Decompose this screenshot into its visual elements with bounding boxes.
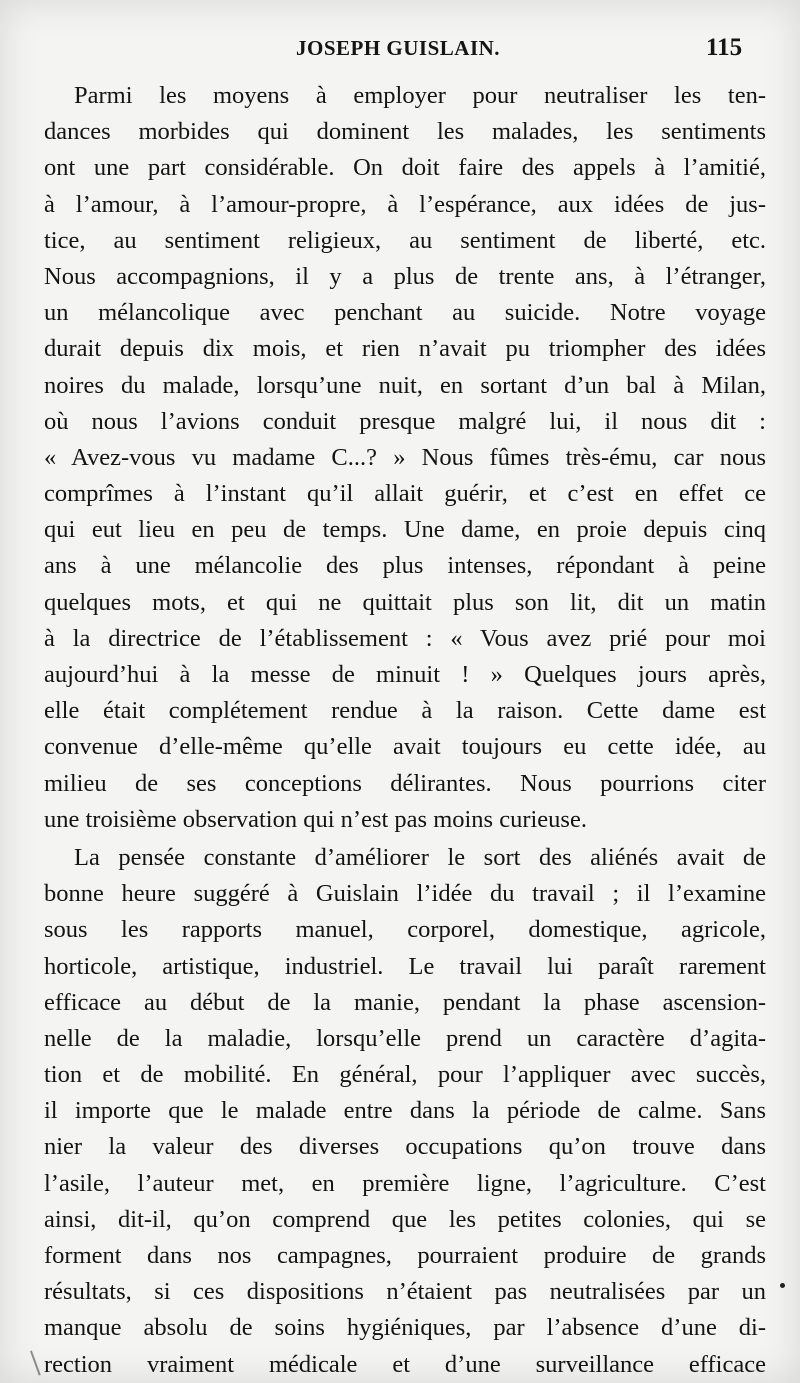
text-line: à l’amour, à l’amour-propre, à l’espérance, aux idées de jus- [44, 190, 766, 218]
text-line: l’asile, l’auteur met, en première ligne, l’agriculture. C’est [44, 1169, 766, 1197]
text-line: résultats, si ces dispositions n’étaient pas neutralisées par un [44, 1278, 766, 1306]
text-line: bonne heure suggéré à Guislain l’idée du travail ; il l’examine [44, 880, 766, 908]
text-line: efficace au début de la manie, pendant la phase ascension- [44, 988, 766, 1016]
text-line: sous les rapports manuel, corporel, domestique, agricole, [44, 916, 766, 944]
text-line: noires du malade, lorsqu’une nuit, en sortant d’un bal à Milan, [44, 371, 766, 399]
text-line: rection vraiment médicale et d’une surveillance efficace [44, 1350, 766, 1378]
text-line: un mélancolique avec penchant au suicide. Notre voyage [44, 299, 766, 327]
text-line: tion et de mobilité. En général, pour l’appliquer avec succès, [44, 1061, 766, 1089]
text-line: Nous accompagnions, il y a plus de trente ans, à l’étranger, [44, 262, 766, 290]
text-line: dances morbides qui dominent les malades, les sentiments [44, 118, 766, 146]
text-line: tice, au sentiment religieux, au sentiment de liberté, etc. [44, 226, 766, 254]
text-line: quelques mots, et qui ne quittait plus son lit, dit un matin [44, 588, 766, 616]
text-line: où nous l’avions conduit presque malgré lui, il nous dit : [44, 407, 766, 435]
text-line: aujourd’hui à la messe de minuit ! » Quelques jours après, [44, 661, 766, 688]
text-line: horticole, artistique, industriel. Le travail lui paraît rarement [44, 952, 766, 980]
text-line: Parmi les moyens à employer pour neutraliser les ten- [74, 82, 766, 109]
text-line: « Avez-vous vu madame C...? » Nous fûmes très-ému, car nous [44, 443, 766, 471]
ink-speck [780, 1283, 785, 1288]
page-number: 115 [706, 34, 743, 61]
text-line: ainsi, dit-il, qu’on comprend que les petites colonies, qui se [44, 1205, 766, 1233]
text-line: il importe que le malade entre dans la période de calme. Sans [44, 1097, 766, 1125]
text-line: milieu de ses conceptions délirantes. Nous pourrions citer [44, 769, 766, 797]
text-line: ans à une mélancolie des plus intenses, répondant à peine [44, 552, 766, 580]
text-line: nier la valeur des diverses occupations qu’on trouve dans [44, 1133, 766, 1161]
text-line: convenue d’elle-même qu’elle avait toujours eu cette idée, au [44, 733, 766, 761]
text-line: manque absolu de soins hygiéniques, par l’absence d’une di- [44, 1314, 766, 1342]
text-line: à la directrice de l’établissement : « Vous avez prié pour moi [44, 624, 766, 652]
text-line: durait depuis dix mois, et rien n’avait pu triompher des idées [44, 335, 766, 363]
text-line: ont une part considérable. On doit faire des appels à l’amitié, [44, 154, 766, 182]
text-line: nelle de la maladie, lorsqu’elle prend un caractère d’agita- [44, 1024, 766, 1052]
text-line: qui eut lieu en peu de temps. Une dame, en proie depuis cinq [44, 516, 766, 544]
text-line: La pensée constante d’améliorer le sort des aliénés avait de [74, 843, 766, 871]
running-title: JOSEPH GUISLAIN. [296, 36, 501, 60]
text-line: elle était complétement rendue à la raison. Cette dame est [44, 697, 766, 725]
body-text [44, 78, 766, 1383]
text-line: comprîmes à l’instant qu’il allait guérir, et c’est en effet ce [44, 480, 766, 508]
text-line: une troisième observation qui n’est pas moins curieuse. [44, 805, 587, 833]
page-header [0, 34, 800, 66]
text-line: forment dans nos campagnes, pourraient produire de grands [44, 1242, 766, 1269]
